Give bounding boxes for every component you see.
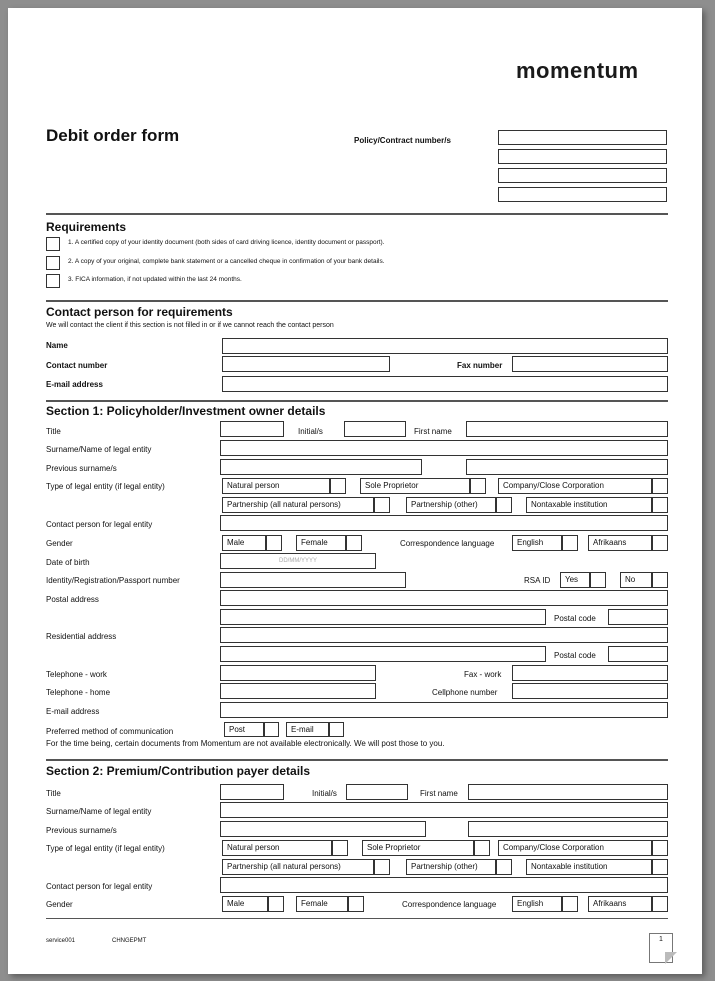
s2-male-checkbox[interactable] bbox=[268, 896, 284, 912]
s1-post-option[interactable]: Post bbox=[224, 722, 264, 737]
s1-female-option[interactable]: Female bbox=[296, 535, 346, 551]
s1-company-option[interactable]: Company/Close Corporation bbox=[498, 478, 652, 494]
policy-number-field-2[interactable] bbox=[498, 149, 667, 164]
s1-contact-person-field[interactable] bbox=[220, 515, 668, 531]
s1-tel-work-label: Telephone - work bbox=[46, 670, 107, 679]
s2-english-checkbox[interactable] bbox=[562, 896, 578, 912]
s2-partnership-natural-checkbox[interactable] bbox=[374, 859, 390, 875]
requirement-1-text: 1. A certified copy of your identity document (both sides of card driving licence, identity document or passport). bbox=[68, 239, 385, 246]
s2-surname-label: Surname/Name of legal entity bbox=[46, 807, 152, 816]
s1-previous-surname-field-1[interactable] bbox=[220, 459, 422, 475]
s2-natural-person-option[interactable]: Natural person bbox=[222, 840, 332, 856]
s2-title-label: Title bbox=[46, 789, 61, 798]
s2-afrikaans-checkbox[interactable] bbox=[652, 896, 668, 912]
s2-gender-label: Gender bbox=[46, 900, 73, 909]
s1-email-field[interactable] bbox=[220, 702, 668, 718]
s1-tel-home-label: Telephone - home bbox=[46, 688, 111, 697]
page-title: Debit order form bbox=[46, 126, 180, 145]
s2-partnership-natural-option[interactable]: Partnership (all natural persons) bbox=[222, 859, 374, 875]
contact-heading: Contact person for requirements bbox=[46, 305, 233, 319]
contact-name-label: Name bbox=[46, 341, 68, 350]
s1-postal-address-field-1[interactable] bbox=[220, 590, 668, 606]
s1-dob-label: Date of birth bbox=[46, 558, 90, 567]
policy-number-field-4[interactable] bbox=[498, 187, 667, 202]
s1-residential-address-field-1[interactable] bbox=[220, 627, 668, 643]
s2-initials-field[interactable] bbox=[346, 784, 408, 800]
s1-no-checkbox[interactable] bbox=[652, 572, 668, 588]
fax-number-field[interactable] bbox=[512, 356, 668, 372]
s1-preferred-method-label: Preferred method of communication bbox=[46, 727, 174, 736]
s1-surname-label: Surname/Name of legal entity bbox=[46, 445, 152, 454]
s1-no-option[interactable]: No bbox=[620, 572, 652, 588]
s1-nontaxable-checkbox[interactable] bbox=[652, 497, 668, 513]
s1-contact-person-label: Contact person for legal entity bbox=[46, 520, 153, 529]
s2-nontaxable-option[interactable]: Nontaxable institution bbox=[526, 859, 652, 875]
requirement-2-text: 2. A copy of your original, complete bank statement or a cancelled cheque in confirmation of your bank details. bbox=[68, 258, 385, 265]
s1-correspondence-language-label: Correspondence language bbox=[400, 539, 495, 548]
s2-nontaxable-checkbox[interactable] bbox=[652, 859, 668, 875]
divider bbox=[46, 213, 668, 215]
s2-surname-field[interactable] bbox=[220, 802, 668, 818]
s1-previous-surname-field-2[interactable] bbox=[466, 459, 668, 475]
divider bbox=[46, 300, 668, 302]
contact-email-label: E-mail address bbox=[46, 380, 103, 389]
s1-tel-home-field[interactable] bbox=[220, 683, 376, 699]
s2-previous-surname-label: Previous surname/s bbox=[46, 826, 117, 835]
s1-cellphone-label: Cellphone number bbox=[432, 688, 498, 697]
s1-english-checkbox[interactable] bbox=[562, 535, 578, 551]
s1-partnership-other-checkbox[interactable] bbox=[496, 497, 512, 513]
s1-residential-address-label: Residential address bbox=[46, 632, 117, 641]
footer-code: service001 bbox=[46, 938, 76, 944]
s2-first-name-field[interactable] bbox=[468, 784, 668, 800]
page-fold-icon bbox=[665, 952, 677, 964]
s1-partnership-natural-option[interactable]: Partnership (all natural persons) bbox=[222, 497, 374, 513]
s2-female-option[interactable]: Female bbox=[296, 896, 348, 912]
s2-partnership-other-checkbox[interactable] bbox=[496, 859, 512, 875]
s2-natural-person-checkbox[interactable] bbox=[332, 840, 348, 856]
s1-email-option[interactable]: E-mail bbox=[286, 722, 329, 737]
s2-title-field[interactable] bbox=[220, 784, 284, 800]
s1-cellphone-field[interactable] bbox=[512, 683, 668, 699]
contact-number-label: Contact number bbox=[46, 361, 108, 370]
section2-heading: Section 2: Premium/Contribution payer details bbox=[46, 764, 311, 778]
s1-afrikaans-option[interactable]: Afrikaans bbox=[588, 535, 652, 551]
s1-female-checkbox[interactable] bbox=[346, 535, 362, 551]
s1-partnership-other-option[interactable]: Partnership (other) bbox=[406, 497, 496, 513]
s2-legal-entity-label: Type of legal entity (if legal entity) bbox=[46, 844, 165, 853]
s1-gender-label: Gender bbox=[46, 539, 73, 548]
s1-id-number-field[interactable] bbox=[220, 572, 406, 588]
divider bbox=[46, 918, 668, 919]
s2-first-name-label: First name bbox=[420, 789, 458, 798]
s2-sole-proprietor-option[interactable]: Sole Proprietor bbox=[362, 840, 474, 856]
s1-sole-proprietor-option[interactable]: Sole Proprietor bbox=[360, 478, 470, 494]
s1-title-label: Title bbox=[46, 427, 61, 436]
s2-male-option[interactable]: Male bbox=[222, 896, 268, 912]
s1-postal-code-2-field[interactable] bbox=[608, 646, 668, 662]
momentum-logo: momentum bbox=[516, 58, 639, 83]
s1-email-label: E-mail address bbox=[46, 707, 100, 716]
s1-company-checkbox[interactable] bbox=[652, 478, 668, 494]
form-page bbox=[8, 8, 702, 974]
s1-yes-option[interactable]: Yes bbox=[560, 572, 590, 588]
s1-note: For the time being, certain documents from Momentum are not available electronically. We will post those to you. bbox=[46, 739, 445, 748]
s1-title-field[interactable] bbox=[220, 421, 284, 437]
s1-male-option[interactable]: Male bbox=[222, 535, 266, 551]
s1-natural-person-option[interactable]: Natural person bbox=[222, 478, 330, 494]
s2-initials-label: Initial/s bbox=[312, 789, 337, 798]
requirement-2-checkbox[interactable] bbox=[46, 256, 60, 270]
s1-previous-surname-label: Previous surname/s bbox=[46, 464, 117, 473]
s1-initials-field[interactable] bbox=[344, 421, 406, 437]
contact-subtext: We will contact the client if this section is not filled in or if we cannot reach the contact person bbox=[46, 322, 334, 329]
s2-partnership-other-option[interactable]: Partnership (other) bbox=[406, 859, 496, 875]
s1-yes-checkbox[interactable] bbox=[590, 572, 606, 588]
s2-english-option[interactable]: English bbox=[512, 896, 562, 912]
contact-number-field[interactable] bbox=[222, 356, 390, 372]
s1-tel-work-field[interactable] bbox=[220, 665, 376, 681]
requirement-3-checkbox[interactable] bbox=[46, 274, 60, 288]
s1-first-name-field[interactable] bbox=[466, 421, 668, 437]
requirement-3-text: 3. FICA information, if not updated within the last 24 months. bbox=[68, 276, 242, 283]
s1-first-name-label: First name bbox=[414, 427, 452, 436]
divider bbox=[46, 759, 668, 761]
s2-correspondence-language-label: Correspondence language bbox=[402, 900, 497, 909]
s2-contact-person-label: Contact person for legal entity bbox=[46, 882, 153, 891]
s1-partnership-natural-checkbox[interactable] bbox=[374, 497, 390, 513]
section1-heading: Section 1: Policyholder/Investment owner details bbox=[46, 404, 326, 418]
s1-fax-work-field[interactable] bbox=[512, 665, 668, 681]
s1-rsa-id-label: RSA ID bbox=[524, 576, 551, 585]
s2-previous-surname-field-2[interactable] bbox=[468, 821, 668, 837]
s1-postal-code-label: Postal code bbox=[554, 614, 596, 623]
s1-english-option[interactable]: English bbox=[512, 535, 562, 551]
s1-fax-work-label: Fax - work bbox=[464, 670, 502, 679]
s2-contact-person-field[interactable] bbox=[220, 877, 668, 893]
policy-number-field-3[interactable] bbox=[498, 168, 667, 183]
s1-surname-field[interactable] bbox=[220, 440, 668, 456]
fax-number-label: Fax number bbox=[457, 361, 503, 370]
s1-legal-entity-label: Type of legal entity (if legal entity) bbox=[46, 482, 165, 491]
contact-email-field[interactable] bbox=[222, 376, 668, 392]
s1-natural-person-checkbox[interactable] bbox=[330, 478, 346, 494]
s2-sole-proprietor-checkbox[interactable] bbox=[474, 840, 490, 856]
policy-number-field-1[interactable] bbox=[498, 130, 667, 145]
footer-ref: CHNGEPMT bbox=[112, 938, 147, 944]
s1-post-checkbox[interactable] bbox=[264, 722, 279, 737]
policy-number-label: Policy/Contract number/s bbox=[354, 136, 451, 145]
s1-male-checkbox[interactable] bbox=[266, 535, 282, 551]
s1-afrikaans-checkbox[interactable] bbox=[652, 535, 668, 551]
requirements-heading: Requirements bbox=[46, 220, 127, 234]
s1-sole-proprietor-checkbox[interactable] bbox=[470, 478, 486, 494]
s2-previous-surname-field-1[interactable] bbox=[220, 821, 426, 837]
s1-dob-field[interactable]: DD/MM/YYYY bbox=[220, 553, 376, 569]
s2-company-checkbox[interactable] bbox=[652, 840, 668, 856]
s1-initials-label: Initial/s bbox=[298, 427, 323, 436]
s1-email-checkbox[interactable] bbox=[329, 722, 344, 737]
s1-postal-address-label: Postal address bbox=[46, 595, 99, 604]
contact-name-field[interactable] bbox=[222, 338, 668, 354]
s2-afrikaans-option[interactable]: Afrikaans bbox=[588, 896, 652, 912]
s2-female-checkbox[interactable] bbox=[348, 896, 364, 912]
s1-postal-code-field[interactable] bbox=[608, 609, 668, 625]
divider bbox=[46, 400, 668, 402]
s2-company-option[interactable]: Company/Close Corporation bbox=[498, 840, 652, 856]
s1-id-number-label: Identity/Registration/Passport number bbox=[46, 576, 180, 585]
s1-nontaxable-option[interactable]: Nontaxable institution bbox=[526, 497, 652, 513]
s1-residential-address-field-2[interactable] bbox=[220, 646, 546, 662]
s1-postal-address-field-2[interactable] bbox=[220, 609, 546, 625]
requirement-1-checkbox[interactable] bbox=[46, 237, 60, 251]
page-number: 1 bbox=[659, 936, 663, 943]
s1-postal-code-2-label: Postal code bbox=[554, 651, 596, 660]
